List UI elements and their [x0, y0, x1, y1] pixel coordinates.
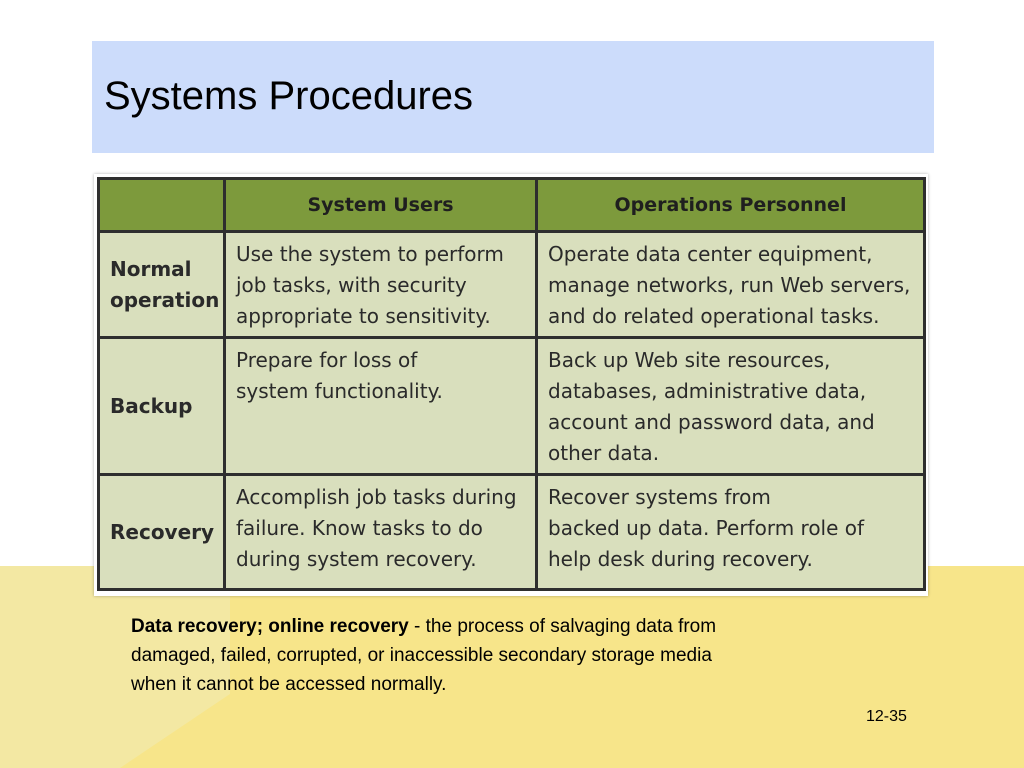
cell-line: databases, administrative data,	[548, 379, 867, 403]
cell-line: other data.	[548, 441, 660, 465]
slide-title: Systems Procedures	[104, 74, 474, 118]
cell-line: appropriate to sensitivity.	[236, 304, 491, 328]
cell-line: backed up data. Perform role of	[548, 516, 865, 540]
cell-normal-ops	[537, 232, 925, 338]
header-system-users: System Users	[225, 179, 537, 232]
cell-backup-users	[225, 338, 537, 475]
cell-line: system functionality.	[236, 379, 443, 403]
definition-text: - the process of salvaging data from	[408, 616, 717, 637]
cell-line: Accomplish job tasks during	[236, 485, 517, 509]
definition-footnote	[131, 612, 851, 699]
cell-recovery-ops	[537, 475, 925, 590]
row-label-recovery	[99, 475, 225, 590]
row-label-backup	[99, 338, 225, 475]
definition-text: when it cannot be accessed normally.	[131, 674, 447, 695]
row-label-line: operation	[110, 287, 220, 312]
row-label-line: Backup	[110, 393, 193, 418]
table-row-recovery	[99, 475, 925, 590]
table-row-backup	[99, 338, 925, 475]
cell-line: manage networks, run Web servers,	[548, 273, 911, 297]
row-label-line: Normal	[110, 256, 192, 281]
cell-line: during system recovery.	[236, 547, 477, 571]
procedures-table-frame	[94, 174, 928, 596]
header-operations-personnel: Operations Personnel	[537, 179, 925, 232]
cell-line: Back up Web site resources,	[548, 348, 831, 372]
cell-line: Prepare for loss of	[236, 348, 418, 372]
definition-text: damaged, failed, corrupted, or inaccessible secondary storage media	[131, 645, 712, 666]
cell-recovery-users	[225, 475, 537, 590]
cell-line: account and password data, and	[548, 410, 875, 434]
row-label-line: Recovery	[110, 519, 215, 544]
row-label-normal-operation	[99, 232, 225, 338]
cell-backup-ops	[537, 338, 925, 475]
cell-line: failure. Know tasks to do	[236, 516, 483, 540]
cell-line: Recover systems from	[548, 485, 771, 509]
table-row-normal-operation	[99, 232, 925, 338]
page-number: 12-35	[866, 708, 907, 725]
cell-line: Use the system to perform	[236, 242, 504, 266]
cell-normal-users	[225, 232, 537, 338]
cell-line: job tasks, with security	[236, 273, 467, 297]
cell-line: help desk during recovery.	[548, 547, 813, 571]
header-corner	[99, 179, 225, 232]
definition-term: Data recovery; online recovery	[131, 616, 409, 637]
procedures-table	[97, 177, 926, 591]
cell-line: Operate data center equipment,	[548, 242, 873, 266]
cell-line: and do related operational tasks.	[548, 304, 880, 328]
table-header-row	[99, 179, 925, 232]
